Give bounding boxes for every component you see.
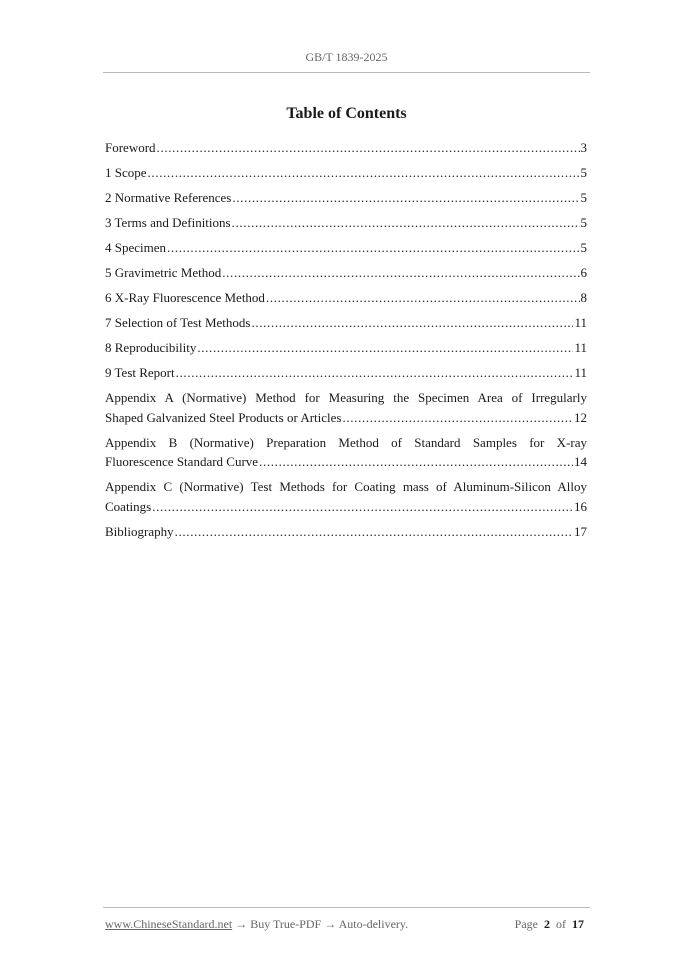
toc-entry-page: 11	[574, 315, 587, 330]
toc-entry-title: 1 Scope	[105, 165, 147, 180]
toc-entry-title: 7 Selection of Test Methods	[105, 315, 251, 330]
toc-entry[interactable]	[105, 238, 587, 258]
toc-entry-page: 8	[580, 290, 587, 305]
toc-entry[interactable]	[105, 213, 587, 233]
right-arrow-icon: →	[324, 917, 337, 931]
dot-leader	[342, 408, 573, 428]
dot-leader	[167, 238, 579, 258]
toc-entry-title: Bibliography	[105, 523, 174, 539]
dot-leader	[197, 338, 573, 358]
toc-title: Table of Contents	[286, 105, 407, 122]
dot-leader	[148, 163, 580, 183]
toc-entry-page: 5	[580, 240, 587, 255]
toc-entry[interactable]	[105, 188, 587, 208]
toc-entry-title: 2 Normative References	[105, 190, 232, 205]
toc-entry-page: 12	[574, 409, 587, 425]
toc-entry[interactable]	[105, 313, 587, 333]
toc-entry[interactable]	[105, 477, 587, 516]
toc-entry-title: 8 Reproducibility	[105, 340, 197, 355]
toc-entry[interactable]	[105, 363, 587, 383]
toc-entry-page: 14	[574, 454, 587, 469]
dot-leader	[222, 263, 579, 283]
toc-entry-title-line: Appendix A (Normative) Method for Measuring the Specimen Area of Irregularly	[105, 390, 587, 405]
toc-entry[interactable]	[105, 338, 587, 358]
dot-leader	[152, 497, 573, 517]
page-word: Page	[514, 917, 538, 931]
dot-leader	[266, 288, 580, 308]
toc-entry-page: 5	[580, 190, 587, 205]
buy-link[interactable]: Buy True-PDF	[250, 917, 322, 931]
toc-entry-page: 17	[574, 523, 587, 539]
toc-entry-title: 9 Test Report	[105, 365, 175, 380]
page-header	[103, 44, 590, 73]
toc-entry-title: Foreword	[105, 140, 156, 155]
toc-entry[interactable]	[105, 388, 587, 427]
toc-entry-title: 4 Specimen	[105, 240, 167, 255]
dot-leader	[175, 522, 573, 542]
dot-leader	[259, 452, 573, 472]
delivery-text: Auto-delivery.	[338, 917, 409, 931]
page-footer	[103, 907, 590, 937]
toc-entry-page: 11	[574, 340, 587, 355]
toc-entry-title: 5 Gravimetric Method	[105, 265, 222, 280]
dot-leader	[232, 213, 580, 233]
toc-entry[interactable]	[105, 138, 587, 158]
toc-entry-page: 16	[574, 498, 587, 514]
site-link[interactable]: www.ChineseStandard.net	[105, 917, 233, 931]
toc-entry[interactable]	[105, 263, 587, 283]
dot-leader	[176, 363, 574, 383]
right-arrow-icon: →	[235, 917, 248, 931]
footer-promo	[105, 917, 408, 932]
doc-code: GB/T 1839-2025	[305, 50, 388, 64]
toc-entry-page: 5	[580, 165, 587, 180]
page-number	[515, 917, 584, 932]
dot-leader	[157, 138, 580, 158]
toc-entry-title: Fluorescence Standard Curve	[105, 454, 259, 469]
toc-entry-page: 3	[580, 140, 587, 155]
page-current: 2	[544, 917, 550, 931]
toc-entry-title: 3 Terms and Definitions	[105, 215, 231, 230]
toc-entry-title-line: Appendix C (Normative) Test Methods for Coating mass of Aluminum-Silicon Alloy	[105, 479, 587, 494]
toc-entry-title: 6 X-Ray Fluorescence Method	[105, 290, 265, 305]
toc-entry-title-line: Appendix B (Normative) Preparation Method of Standard Samples for X-ray	[105, 434, 587, 450]
table-of-contents	[105, 138, 587, 547]
toc-entry-page: 5	[580, 215, 587, 230]
dot-leader	[251, 313, 573, 333]
toc-entry-title: Shaped Galvanized Steel Products or Articles	[105, 409, 342, 425]
toc-entry[interactable]	[105, 288, 587, 308]
dot-leader	[232, 188, 579, 208]
toc-entry-page: 11	[574, 365, 587, 380]
toc-entry[interactable]	[105, 522, 587, 542]
of-word: of	[556, 917, 566, 931]
toc-entry-title: Coatings	[105, 498, 152, 514]
toc-entry[interactable]	[105, 433, 587, 472]
toc-entry-page: 6	[580, 265, 587, 280]
toc-entry[interactable]	[105, 163, 587, 183]
page-total: 17	[572, 917, 584, 931]
